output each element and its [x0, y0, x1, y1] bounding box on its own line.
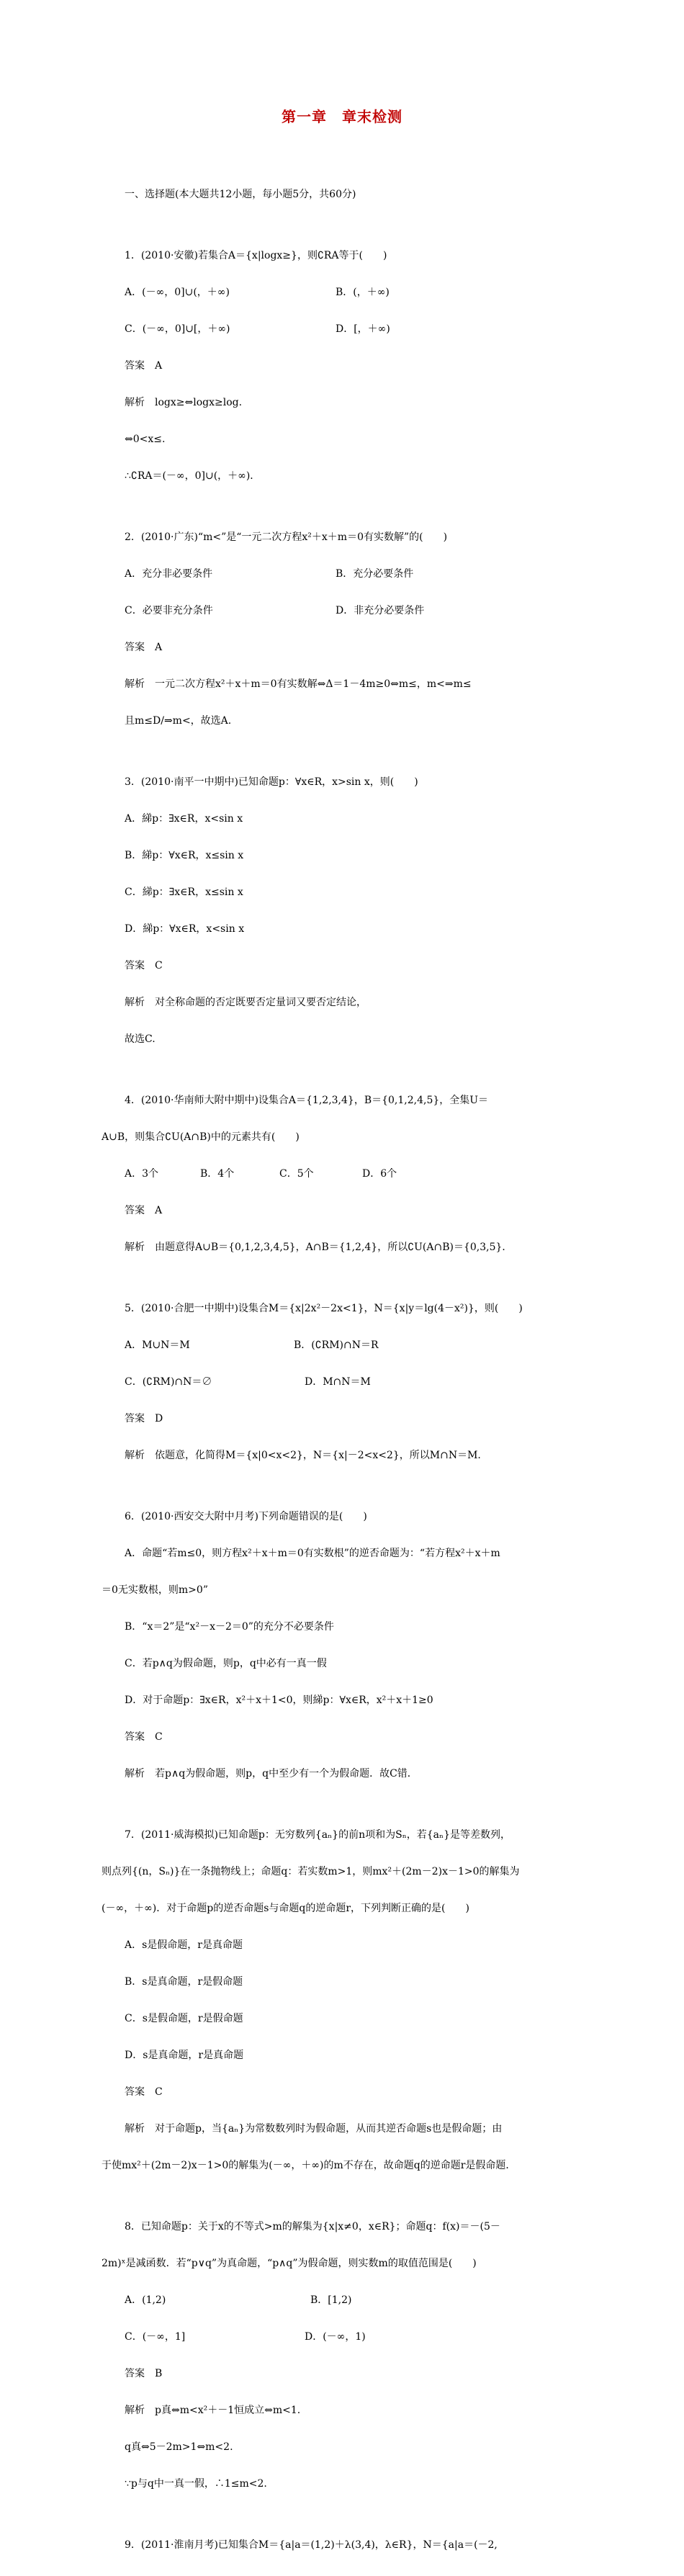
question-2-stem: 2．(2010·广东)“m<”是“一元二次方程x²＋x＋m＝0有实数解”的( )	[125, 531, 448, 543]
option-c: C．s是假命题，r是假命题	[125, 2013, 243, 2024]
question-1-options-cd	[125, 323, 593, 336]
answer: 答案 C	[125, 960, 163, 971]
option-b: B．“x＝2”是“x²－x－2＝0”的充分不必要条件	[125, 1621, 334, 1633]
section-heading: 一、选择题(本大题共12小题，每小题5分，共60分)	[125, 189, 356, 200]
option-d: D．綈p：∀x∈R，x<sin x	[125, 923, 245, 935]
question-8-options-ab	[125, 2294, 593, 2307]
question-7-stem-cont: 则点列{(n，Sₙ)}在一条抛物线上；命题q：若实数m>1，则mx²＋(2m－2)x－1>0的解集为	[102, 1866, 520, 1877]
option-d: D．(－∞，1)	[305, 2331, 366, 2343]
question-3-stem: 3．(2010·南平一中期中)已知命题p：∀x∈R，x>sin x，则( )	[125, 776, 418, 788]
option-a: A．(－∞，0]∪(，＋∞)	[125, 287, 230, 298]
question-4-stem-cont: A∪B，则集合∁U(A∩B)中的元素共有( )	[102, 1131, 300, 1143]
question-9-stem: 9．(2011·淮南月考)已知集合M＝{a|a＝(1,2)＋λ(3,4)，λ∈R}，N＝{a|a＝(－2,	[125, 2539, 498, 2551]
analysis-line: 解析 由题意得A∪B＝{0,1,2,3,4,5}，A∩B＝{1,2,4}，所以∁U(A∩B)＝{0,3,5}．	[125, 1242, 513, 1253]
question-2-options-cd	[125, 605, 593, 617]
analysis-line: 且m≤D/⇒m<，故选A.	[125, 715, 232, 727]
option-a: A．命题“若m≤0，则方程x²＋x＋m＝0有实数根”的逆否命题为：“若方程x²＋x＋m	[125, 1548, 500, 1559]
option-d: D．[，＋∞)	[336, 323, 390, 335]
option-a: A．3个	[125, 1168, 159, 1180]
answer: 答案 B	[125, 2368, 163, 2379]
option-a: A．s是假命题，r是真命题	[125, 1939, 243, 1951]
question-8-options-cd	[125, 2331, 593, 2343]
question-6-stem: 6．(2010·西安交大附中月考)下列命题错误的是( )	[125, 1511, 367, 1522]
question-7-stem: 7．(2011·威海模拟)已知命题p：无穷数列{aₙ}的前n项和为Sₙ，若{aₙ}是等差数列，	[125, 1829, 510, 1841]
analysis-line: ⇔0<x≤.	[125, 434, 166, 445]
analysis-line: 于使mx²＋(2m－2)x－1>0的解集为(－∞，＋∞)的m不存在，故命题q的逆命题r是假命题．	[102, 2160, 516, 2171]
analysis-line: ∴∁RA＝(－∞，0]∪(，＋∞)．	[125, 470, 261, 482]
analysis-line: 解析 对于命题p，当{aₙ}为常数数列时为假命题，从而其逆否命题s也是假命题；由	[125, 2123, 503, 2135]
option-c: C．(－∞，1]	[125, 2331, 186, 2343]
question-4-options	[125, 1168, 593, 1180]
option-b: B．s是真命题，r是假命题	[125, 1976, 243, 1988]
option-b: B．4个	[200, 1168, 235, 1180]
answer: 答案 A	[125, 642, 163, 653]
option-a-cont: ＝0无实数根，则m>0”	[102, 1584, 208, 1596]
option-d: D．M∩N＝M	[305, 1376, 371, 1388]
option-c: C．5个	[279, 1168, 314, 1180]
question-5-options-cd	[125, 1376, 593, 1388]
option-a: A．M∪N＝M	[125, 1339, 190, 1351]
option-d: D．非充分必要条件	[336, 605, 425, 616]
option-c: C．(－∞，0]∪[，＋∞)	[125, 323, 230, 335]
analysis-line: 解析 一元二次方程x²＋x＋m＝0有实数解⇔Δ＝1－4m≥0⇔m≤，m<⇒m≤	[125, 678, 472, 690]
exercise-content	[102, 164, 593, 2576]
option-a: A．(1,2)	[125, 2294, 166, 2306]
question-8-stem: 8．已知命题p：关于x的不等式>m的解集为{x|x≠0，x∈R}；命题q：f(x)＝－(5－	[125, 2221, 500, 2232]
answer: 答案 A	[125, 1205, 163, 1216]
analysis-line: 故选C.	[125, 1033, 156, 1045]
question-7-stem-cont: (－∞，＋∞)．对于命题p的逆否命题s与命题q的逆命题r，下列判断正确的是( )	[102, 1903, 469, 1914]
question-1-stem: 1．(2010·安徽)若集合A＝{x|logx≥}，则∁RA等于( )	[125, 250, 387, 261]
question-2-options-ab	[125, 568, 593, 580]
question-1-options-ab	[125, 287, 593, 299]
analysis-line: ∵p与q中一真一假，∴1≤m<2.	[125, 2478, 267, 2490]
question-5-stem: 5．(2010·合肥一中期中)设集合M＝{x|2x²－2x<1}，N＝{x|y＝lg(4－x²)}，则( )	[125, 1303, 523, 1314]
option-d: D．s是真命题，r是真命题	[125, 2050, 244, 2061]
option-d: D．对于命题p：∃x∈R，x²＋x＋1<0，则綈p：∀x∈R，x²＋x＋1≥0	[125, 1695, 433, 1706]
analysis-line: 解析 若p∧q为假命题，则p，q中至少有一个为假命题．故C错．	[125, 1768, 418, 1780]
option-b: B．充分必要条件	[336, 568, 414, 580]
option-a: A．充分非必要条件	[125, 568, 213, 580]
answer: 答案 C	[125, 2086, 163, 2098]
chapter-title: 第一章 章末检测	[282, 108, 402, 125]
question-8-stem-cont: 2m)ˣ是减函数．若“p∨q”为真命题，“p∧q”为假命题，则实数m的取值范围是( )	[102, 2258, 477, 2269]
answer: 答案 D	[125, 1413, 163, 1424]
option-c: C．必要非充分条件	[125, 605, 213, 616]
option-b: B．(∁RM)∩N＝R	[294, 1339, 379, 1351]
option-c: C．綈p：∃x∈R，x≤sin x	[125, 887, 243, 898]
analysis-line: 解析 对全称命题的否定既要否定量词又要否定结论，	[125, 997, 366, 1008]
option-b: B．(，＋∞)	[336, 287, 390, 298]
option-c: C．(∁RM)∩N＝∅	[125, 1376, 212, 1388]
option-b: B．綈p：∀x∈R，x≤sin x	[125, 850, 244, 861]
analysis-line: 解析 依题意，化简得M＝{x|0<x<2}，N＝{x|－2<x<2}，所以M∩N＝M.	[125, 1450, 481, 1461]
answer: 答案 C	[125, 1731, 163, 1743]
option-a: A．綈p：∃x∈R，x<sin x	[125, 813, 243, 825]
analysis-line: 解析 p真⇔m<x²＋－1恒成立⇔m<1.	[125, 2405, 301, 2416]
analysis-line: q真⇔5－2m>1⇔m<2.	[125, 2441, 233, 2453]
question-4-stem: 4．(2010·华南师大附中期中)设集合A＝{1,2,3,4}，B＝{0,1,2,4,5}，全集U＝	[125, 1095, 489, 1106]
option-d: D．6个	[362, 1168, 397, 1180]
answer: 答案 A	[125, 360, 163, 372]
option-b: B．[1,2)	[310, 2294, 352, 2306]
option-c: C．若p∧q为假命题，则p，q中必有一真一假	[125, 1658, 327, 1669]
analysis-line: 解析 logx≥⇔logx≥log.	[125, 397, 243, 408]
question-5-options-ab	[125, 1339, 593, 1352]
